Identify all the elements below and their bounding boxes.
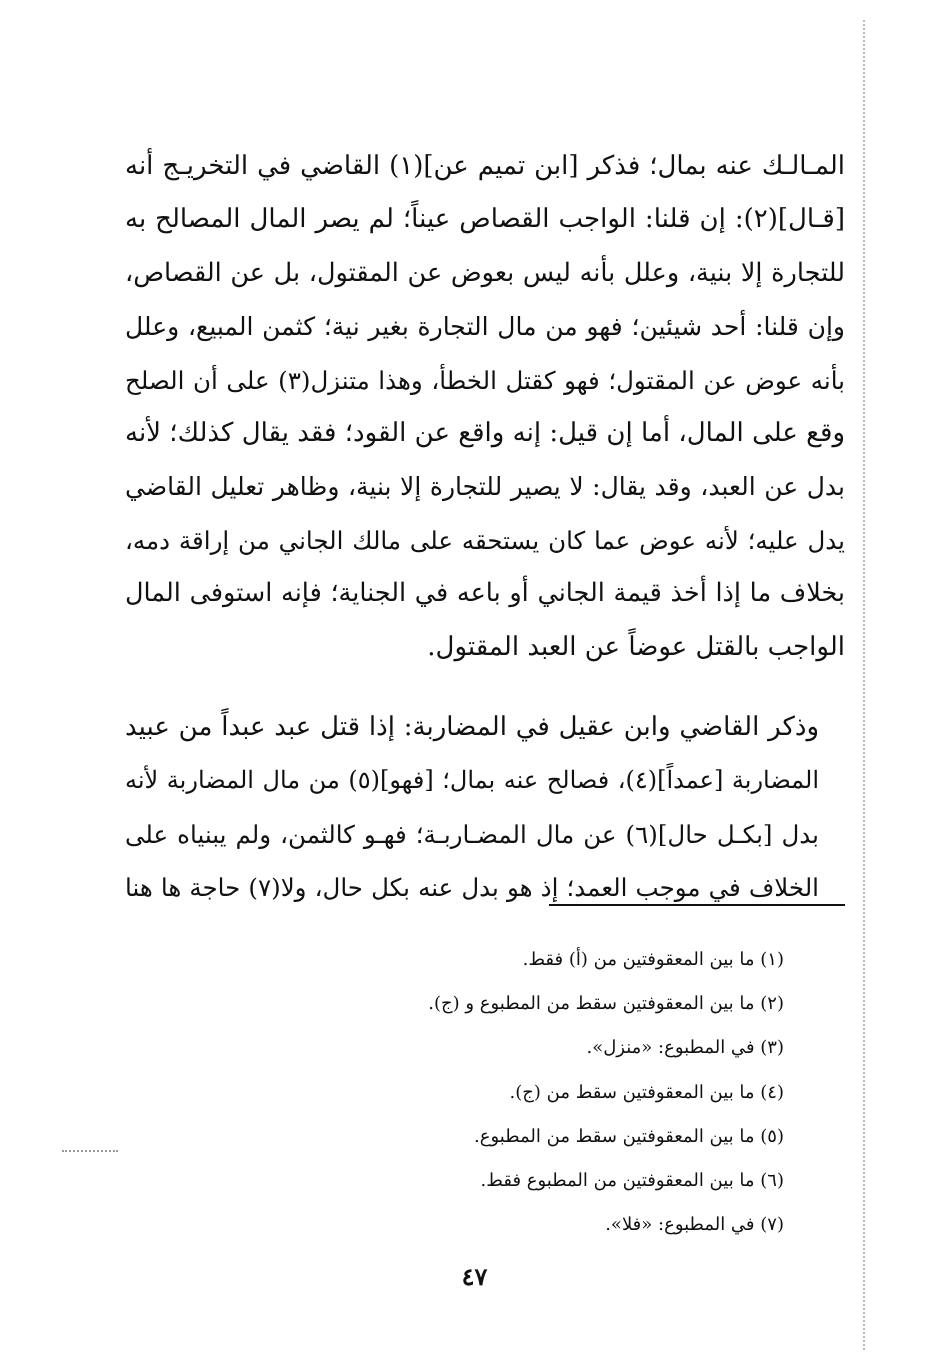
text-line: للتجارة إلا بنية، وعلل بأنه ليس بعوض عن المقتول، بل عن القصاص، (125, 257, 845, 288)
main-text (125, 140, 845, 915)
text-line: بدل [بكـل حال](٦) عن مال المضـاربـة؛ فهـو كالثمن، ولم يبنياه على (125, 819, 819, 849)
text-line: المـالـك عنه بمال؛ فذكر [ابن تميم عن](١) القاضي في التخريـج أنه (125, 151, 845, 181)
footnote-item: (٦) ما بين المعقوفتين من المطبوع فقط. (480, 1170, 784, 1192)
footnote-item: (٧) في المطبوع: «فلا». (605, 1214, 784, 1236)
page-number: ٤٧ (461, 1262, 488, 1291)
text-line: الواجب بالقتل عوضاً عن العبد المقتول. (427, 631, 845, 662)
text-line: المضاربة [عمداً](٤)، فصالح عنه بمال؛ [فهو](٥) من مال المضاربة لأنه (125, 766, 820, 795)
text-line: بأنه عوض عن المقتول؛ فهو كقتل الخطأ، وهذا متنزل(٣) على أن الصلح (125, 365, 845, 395)
text-line: يدل عليه؛ لأنه عوض عما كان يستحقه على مالك الجاني من إراقة دمه، (125, 525, 845, 555)
text-line: بدل عن العبد، وقد يقال: لا يصير للتجارة إلا بنية، وظاهر تعليل القاضي (125, 472, 845, 502)
footnote-separator (549, 904, 845, 906)
footnote-item: (١) ما بين المعقوفتين من (أ) فقط. (522, 949, 784, 970)
footnote-item: (٥) ما بين المعقوفتين سقط من المطبوع. (474, 1125, 784, 1147)
text-line: بخلاف ما إذا أخذ قيمة الجاني أو باعه في الجناية؛ فإنه استوفى المال (125, 578, 845, 609)
footnote-item: (٣) في المطبوع: «منزل». (586, 1037, 784, 1059)
text-line: [قـال](٢): إن قلنا: الواجب القصاص عيناً؛ لم يصر المال المصالح به (125, 204, 845, 235)
text-line: وقع على المال، أما إن قيل: إنه واقع عن القود؛ فقد يقال كذلك؛ لأنه (125, 418, 845, 449)
paragraph-2 (125, 701, 845, 915)
paragraph-1 (125, 140, 845, 674)
footnote-item: (٢) ما بين المعقوفتين سقط من المطبوع و (ج). (428, 993, 784, 1015)
scan-edge-dots-left (62, 1150, 118, 1152)
footnote-item: (٤) ما بين المعقوفتين سقط من (ج). (509, 1081, 784, 1103)
text-line: وذكر القاضي وابن عقيل في المضاربة: إذا قتل عبد عبداً من عبيد (125, 712, 819, 743)
text-line: الخلاف في موجب العمد؛ إذ هو بدل عنه بكل حال، ولا(٧) حاجة ها هنا (125, 873, 819, 903)
footnotes-list (184, 938, 784, 1247)
text-line: وإن قلنا: أحد شيئين؛ فهو من مال التجارة بغير نية؛ كثمن المبيع، وعلل (125, 312, 845, 342)
scan-edge-dots-right (863, 20, 865, 1350)
